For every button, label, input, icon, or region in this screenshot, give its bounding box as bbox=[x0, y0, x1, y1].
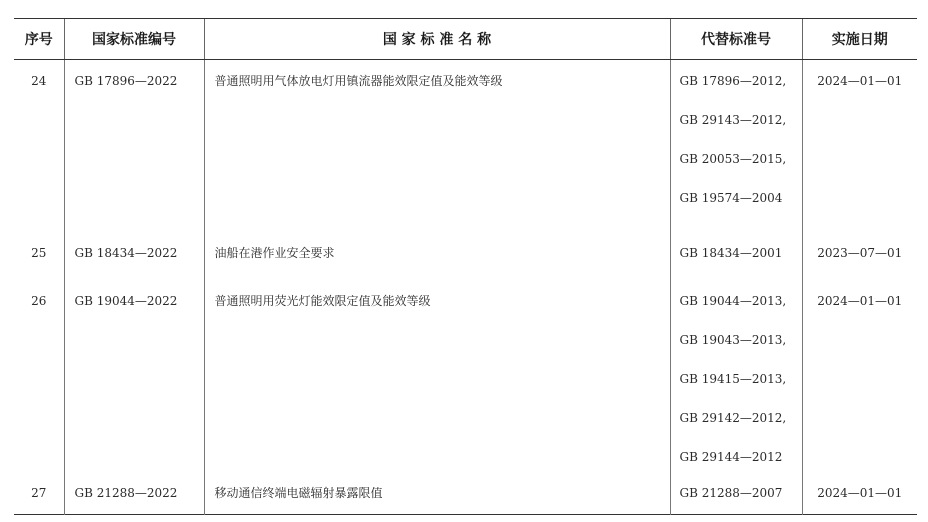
replace-item: GB 19044—2013, bbox=[679, 293, 787, 308]
table-row bbox=[14, 280, 917, 472]
replace-item: GB 20053—2015, bbox=[679, 152, 787, 166]
replace-item: GB 29142—2012, bbox=[679, 410, 787, 425]
row-seq: 24 bbox=[31, 74, 47, 88]
replace-item: GB 29144—2012 bbox=[679, 449, 783, 464]
standards-table bbox=[14, 19, 917, 515]
header-std-name: 国 家 标 准 名 称 bbox=[204, 19, 670, 60]
replace-item: GB 18434—2001 bbox=[679, 245, 783, 260]
row-std-name: 移动通信终端电磁辐射暴露限值 bbox=[204, 472, 670, 515]
standards-table-container bbox=[14, 18, 917, 515]
header-seq: 序号 bbox=[14, 19, 64, 60]
header-replaces: 代替标准号 bbox=[670, 19, 802, 60]
row-date: 2023—07—01 bbox=[802, 232, 917, 280]
row-std-name: 普通照明用荧光灯能效限定值及能效等级 bbox=[204, 280, 670, 472]
table-header-row bbox=[14, 19, 917, 60]
row-std-no: GB 17896—2022 bbox=[64, 60, 204, 232]
row-date: 2024—01—01 bbox=[802, 472, 917, 515]
row-replaces bbox=[670, 60, 802, 232]
table-row bbox=[14, 60, 917, 232]
row-date: 2024—01—01 bbox=[802, 60, 917, 232]
replace-item: GB 29143—2012, bbox=[679, 113, 787, 127]
row-std-name: 油船在港作业安全要求 bbox=[204, 232, 670, 280]
row-replaces bbox=[670, 280, 802, 472]
row-replaces bbox=[670, 472, 802, 515]
row-std-no: GB 21288—2022 bbox=[64, 472, 204, 515]
row-seq: 27 bbox=[31, 485, 47, 500]
replace-item: GB 21288—2007 bbox=[679, 485, 783, 500]
row-seq: 25 bbox=[31, 245, 47, 260]
row-std-name: 普通照明用气体放电灯用镇流器能效限定值及能效等级 bbox=[204, 60, 670, 232]
header-std-no: 国家标准编号 bbox=[64, 19, 204, 60]
table-row bbox=[14, 232, 917, 280]
replace-item: GB 19415—2013, bbox=[679, 371, 787, 386]
table-row bbox=[14, 472, 917, 515]
row-std-no: GB 18434—2022 bbox=[64, 232, 204, 280]
replace-item: GB 17896—2012, bbox=[679, 74, 787, 88]
row-std-no: GB 19044—2022 bbox=[64, 280, 204, 472]
replace-item: GB 19043—2013, bbox=[679, 332, 787, 347]
replace-item: GB 19574—2004 bbox=[679, 191, 783, 205]
header-date: 实施日期 bbox=[802, 19, 917, 60]
row-replaces bbox=[670, 232, 802, 280]
row-date: 2024—01—01 bbox=[802, 280, 917, 472]
row-seq: 26 bbox=[31, 293, 47, 308]
